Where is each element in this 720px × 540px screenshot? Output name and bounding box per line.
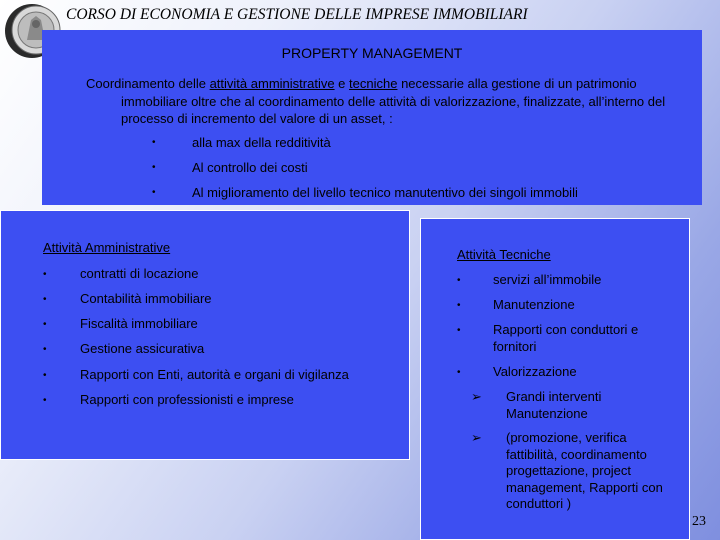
bullet-icon: • <box>152 187 156 198</box>
page-number: 23 <box>692 514 706 529</box>
property-management-panel <box>42 30 702 205</box>
intro-technical: tecniche <box>349 76 398 91</box>
tech-item-text: Rapporti con conduttori e fornitori <box>493 322 639 354</box>
objective-text: alla max della redditività <box>192 135 331 150</box>
tech-sub-item-text: (promozione, verifica fattibilità, coordinamento progettazione, project management, Rapporti con conduttori ) <box>506 430 663 511</box>
technical-activities-panel <box>420 218 690 540</box>
objective-text: Al controllo dei costi <box>192 160 308 175</box>
course-title: CORSO DI ECONOMIA E GESTIONE DELLE IMPRESE IMMOBILIARI <box>66 6 528 23</box>
admin-item-text: Gestione assicurativa <box>80 341 205 356</box>
tech-item-text: servizi all’immobile <box>493 272 602 287</box>
bullet-icon: • <box>43 269 47 280</box>
bullet-icon: • <box>43 344 47 355</box>
intro-text-1: Coordinamento delle <box>86 76 210 91</box>
bullet-icon: • <box>43 294 47 305</box>
bullet-icon: • <box>152 137 156 148</box>
intro-text-2: e <box>334 76 350 91</box>
intro-admin-activities: attività amministrative <box>209 76 335 91</box>
administrative-activities-title: Attività Amministrative <box>43 240 171 255</box>
admin-item-text: Fiscalità immobiliare <box>80 316 198 331</box>
arrow-bullet-icon: ➢ <box>471 430 482 445</box>
admin-item-text: Rapporti con Enti, autorità e organi di vigilanza <box>80 367 349 382</box>
administrative-activities-panel <box>0 210 410 460</box>
objective-text: Al miglioramento del livello tecnico manutentivo dei singoli immobili <box>192 185 578 200</box>
tech-sub-item-text: Grandi interventi Manutenzione <box>506 389 602 421</box>
bullet-icon: • <box>43 370 47 381</box>
intro-text-3: necessarie alla gestione di un patrimonio immobiliare oltre che al coordinamento delle attività di valorizzazione, finalizzate, all’interno del processo di incremento del valore di un asset, : <box>121 76 666 126</box>
bullet-icon: • <box>457 300 461 311</box>
intro-paragraph <box>86 75 686 128</box>
tech-item-text: Manutenzione <box>493 297 575 312</box>
arrow-bullet-icon: ➢ <box>471 389 482 404</box>
bullet-icon: • <box>152 162 156 173</box>
bullet-icon: • <box>457 275 461 286</box>
bullet-icon: • <box>43 395 47 406</box>
tech-item-text: Valorizzazione <box>493 364 577 379</box>
admin-item-text: contratti di locazione <box>80 266 199 281</box>
admin-item-text: Rapporti con professionisti e imprese <box>80 392 294 407</box>
technical-activities-title: Attività Tecniche <box>457 247 551 262</box>
bullet-icon: • <box>457 367 461 378</box>
admin-item-text: Contabilità immobiliare <box>80 291 212 306</box>
property-management-title: PROPERTY MANAGEMENT <box>281 45 463 61</box>
bullet-icon: • <box>43 319 47 330</box>
bullet-icon: • <box>457 325 461 336</box>
